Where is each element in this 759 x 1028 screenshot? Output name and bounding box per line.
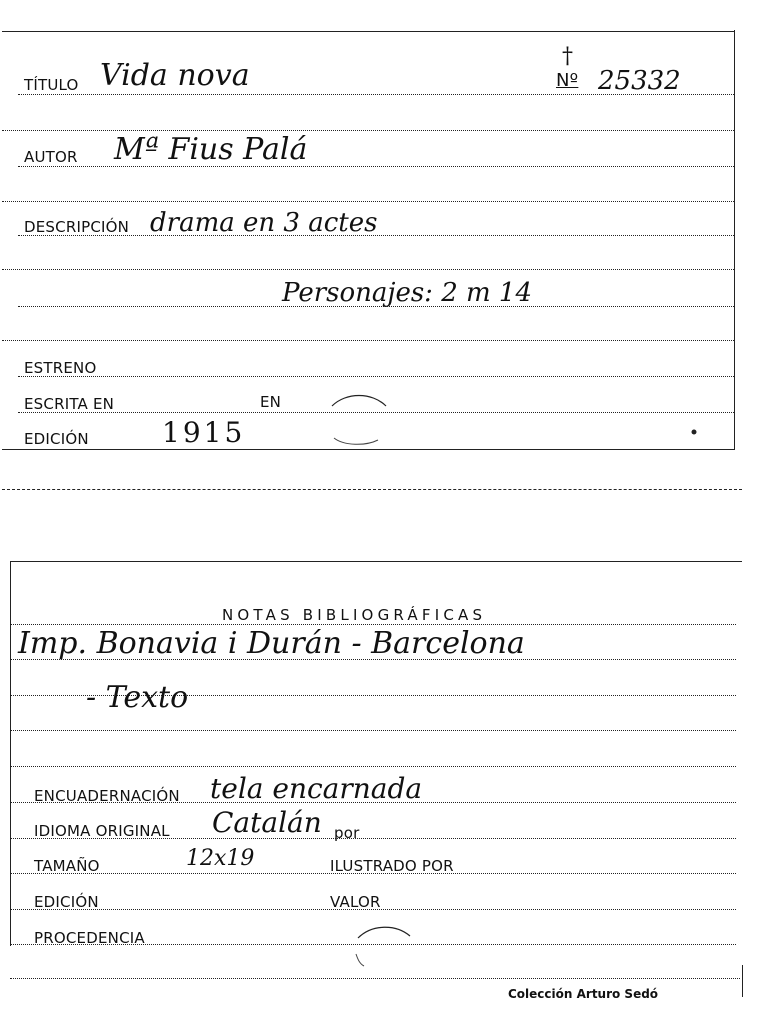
notes-line-2: - Texto	[86, 680, 189, 715]
rule-line	[10, 624, 736, 625]
encuadernacion-label: ENCUADERNACIÓN	[34, 787, 180, 805]
edicion-label: EDICIÓN	[24, 430, 89, 448]
card-right-border	[734, 30, 735, 450]
paper-smudge	[350, 920, 414, 970]
por-label: por	[334, 824, 360, 842]
estreno-label: ESTRENO	[24, 359, 97, 377]
titulo-value: Vida nova	[100, 58, 250, 93]
ilustrado-label: ILUSTRADO POR	[330, 857, 454, 875]
edicion-label-2: EDICIÓN	[34, 893, 99, 911]
notas-heading: NOTAS BIBLIOGRÁFICAS	[222, 606, 487, 624]
card-bottom-border	[2, 449, 735, 450]
notes-line-1: Imp. Bonavia i Durán - Barcelona	[18, 626, 525, 661]
paper-smudge	[326, 388, 390, 448]
cross-mark: †	[562, 44, 573, 69]
card-top-border	[10, 561, 742, 562]
descripcion-value: drama en 3 actes	[150, 208, 378, 238]
tamano-value: 12x19	[186, 846, 255, 871]
rule-line	[2, 340, 734, 341]
card-left-border	[10, 561, 11, 946]
rule-line	[2, 130, 734, 131]
rule-line	[10, 978, 740, 979]
collection-footer: Colección Arturo Sedó	[508, 987, 659, 1001]
rule-line	[2, 201, 734, 202]
numero-value: 25332	[598, 66, 681, 96]
autor-label: AUTOR	[24, 148, 78, 166]
numero-label: Nº	[556, 70, 579, 91]
autor-value: Mª Fius Palá	[114, 132, 308, 167]
card-right-border	[742, 965, 743, 997]
rule-line	[18, 376, 734, 377]
titulo-label: TÍTULO	[24, 76, 79, 94]
card-bottom-edge	[2, 489, 742, 490]
rule-line	[2, 269, 734, 270]
escrita-en-label: ESCRITA EN	[24, 395, 115, 413]
edicion-value: 1915	[162, 416, 246, 449]
descripcion-label: DESCRIPCIÓN	[24, 218, 130, 236]
rule-line	[10, 730, 736, 731]
valor-label: VALOR	[330, 893, 381, 911]
personajes-value: Personajes: 2 m 14	[282, 278, 533, 308]
tamano-label: TAMAÑO	[34, 857, 100, 875]
en-label: EN	[260, 393, 282, 411]
card-top-border	[2, 31, 735, 32]
idioma-value: Catalán	[212, 806, 322, 839]
idioma-label: IDIOMA ORIGINAL	[34, 822, 170, 840]
rule-line	[10, 766, 736, 767]
encuadernacion-value: tela encarnada	[210, 772, 423, 805]
procedencia-label: PROCEDENCIA	[34, 929, 145, 947]
ink-dot	[690, 428, 698, 436]
